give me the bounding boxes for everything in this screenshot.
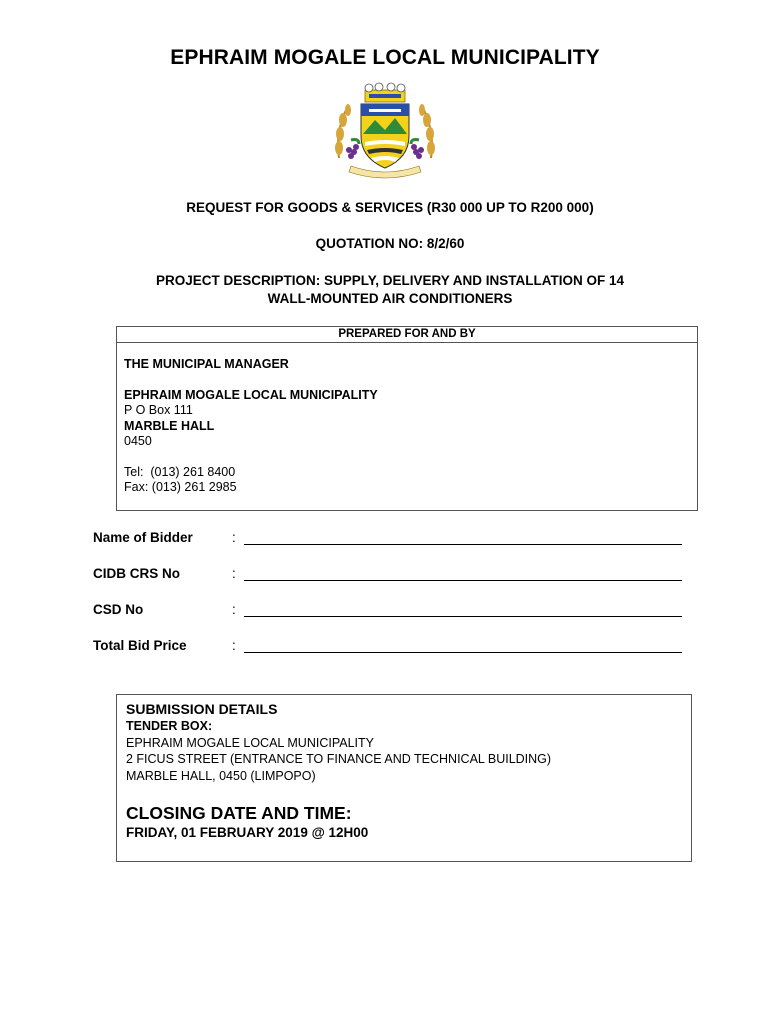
bidder-name-row[interactable] (93, 530, 693, 548)
prepared-for-heading: PREPARED FOR AND BY (117, 327, 697, 343)
submission-address (126, 718, 551, 784)
csd-no-field[interactable] (244, 616, 682, 617)
crown-icon (365, 83, 405, 102)
submission-address-line-1: EPHRAIM MOGALE LOCAL MUNICIPALITY (126, 735, 374, 750)
submission-address-line-3: MARBLE HALL, 0450 (LIMPOPO) (126, 768, 316, 783)
csd-no-row[interactable] (93, 602, 693, 620)
cidb-crs-label: CIDB CRS No (93, 566, 180, 581)
csd-no-label: CSD No (93, 602, 144, 617)
prepared-for-box (116, 326, 698, 511)
request-heading: REQUEST FOR GOODS & SERVICES (R30 000 UP TO R200 000) (186, 200, 594, 215)
submission-details-title: SUBMISSION DETAILS (126, 701, 278, 717)
total-bid-price-row[interactable] (93, 638, 693, 656)
shield-icon (361, 104, 409, 168)
fax-number: Fax: (013) 261 2985 (124, 480, 237, 494)
bidder-name-label: Name of Bidder (93, 530, 193, 545)
quotation-number: QUOTATION NO: 8/2/60 (315, 236, 465, 251)
telephone-number: Tel: (013) 261 8400 (124, 464, 236, 479)
bidder-name-colon: : (232, 530, 236, 545)
document-title: EPHRAIM MOGALE LOCAL MUNICIPALITY (170, 46, 600, 69)
total-bid-price-label: Total Bid Price (93, 638, 187, 653)
po-box: P O Box 111 (124, 403, 193, 417)
cidb-crs-field[interactable] (244, 580, 682, 581)
town-name: MARBLE HALL (124, 418, 215, 433)
tender-box-label: TENDER BOX: (126, 719, 213, 733)
postal-code: 0450 (124, 434, 152, 448)
total-bid-price-field[interactable] (244, 652, 682, 653)
cidb-crs-row[interactable] (93, 566, 693, 584)
csd-no-colon: : (232, 602, 236, 617)
grapes-left-icon (346, 140, 359, 160)
total-bid-price-colon: : (232, 638, 236, 653)
cidb-crs-colon: : (232, 566, 236, 581)
closing-date-label: CLOSING DATE AND TIME: (126, 803, 352, 823)
project-description (0, 272, 770, 308)
organization-name: EPHRAIM MOGALE LOCAL MUNICIPALITY (124, 387, 378, 402)
grapes-right-icon (411, 140, 424, 160)
closing-date-value: FRIDAY, 01 FEBRUARY 2019 @ 12H00 (126, 825, 369, 840)
submission-address-line-2: 2 FICUS STREET (ENTRANCE TO FINANCE AND TECHNICAL BUILDING) (126, 752, 552, 766)
recipient-name: THE MUNICIPAL MANAGER (124, 357, 289, 371)
project-description-line-1: PROJECT DESCRIPTION: SUPPLY, DELIVERY AND INSTALLATION OF 14 (155, 273, 625, 288)
bidder-name-field[interactable] (244, 544, 682, 545)
coat-of-arms-icon (329, 80, 441, 180)
project-description-line-2: WALL-MOUNTED AIR CONDITIONERS (267, 291, 513, 306)
prepared-for-address (124, 357, 378, 496)
submission-details-box (116, 694, 692, 862)
